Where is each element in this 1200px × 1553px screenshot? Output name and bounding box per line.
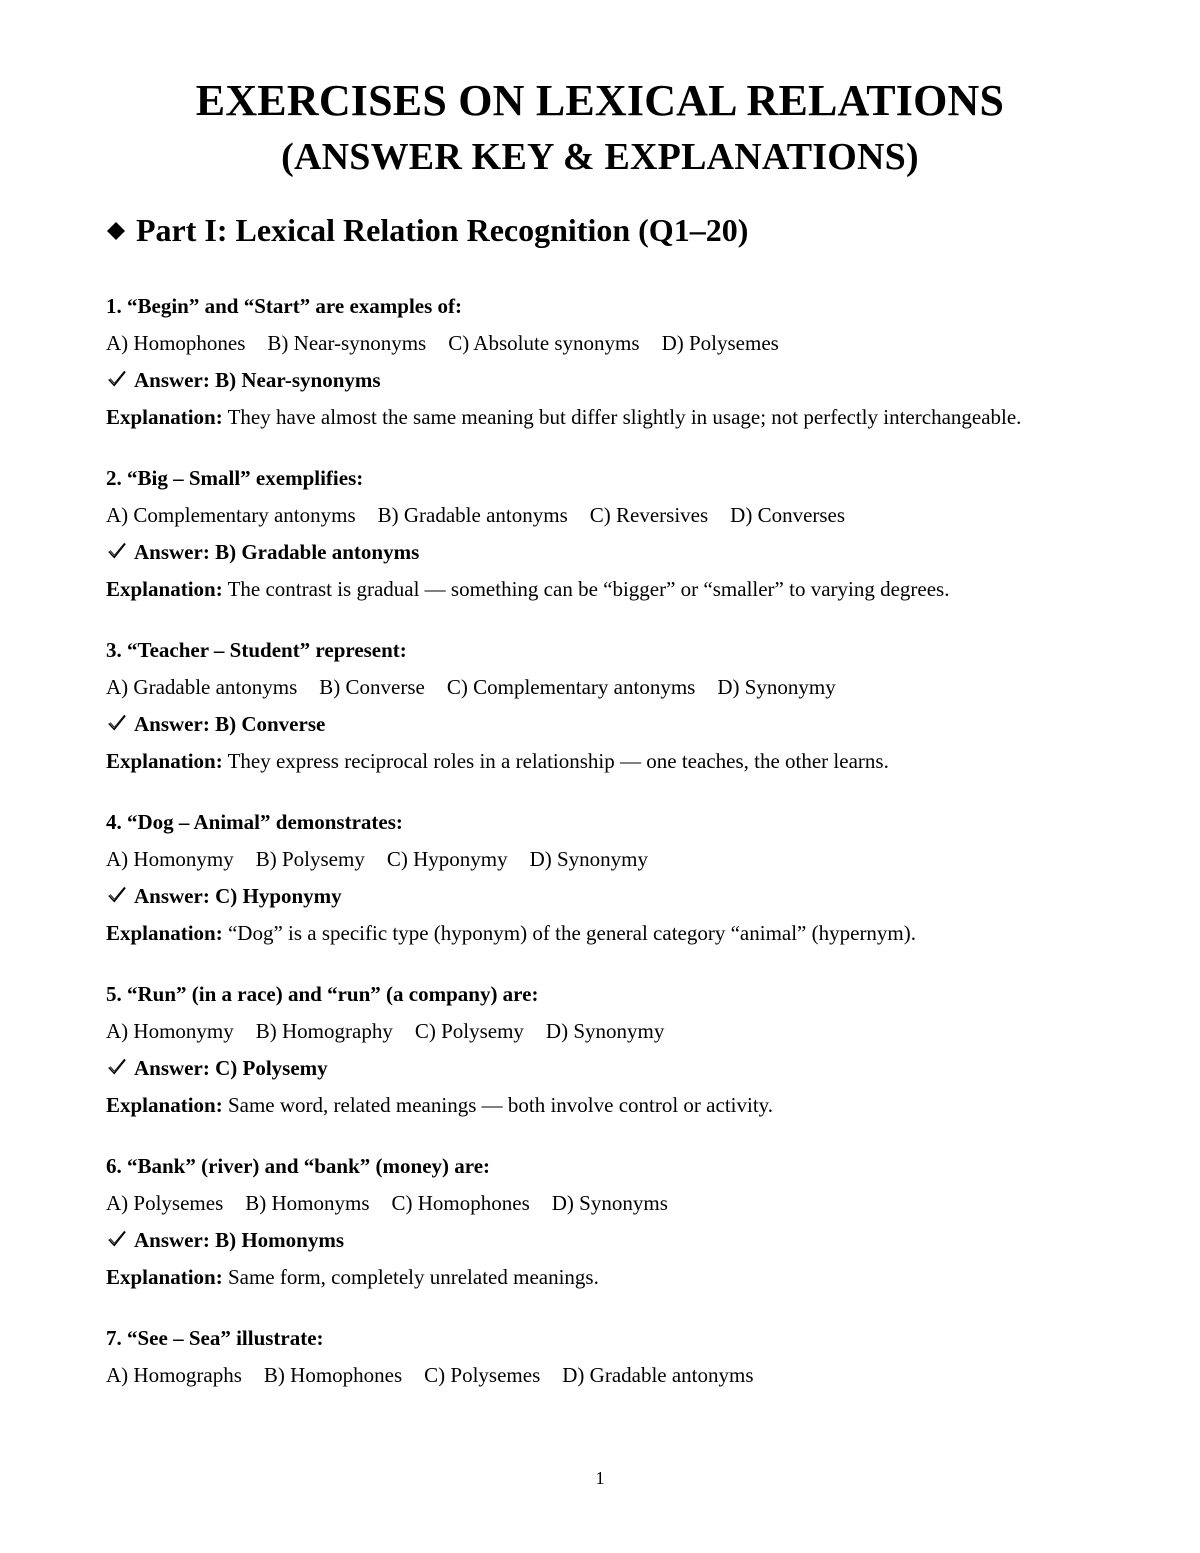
answer-value: C) Polysemy	[215, 1056, 328, 1080]
diamond-icon	[106, 221, 126, 241]
answer-line	[106, 706, 1066, 743]
answer-option: A) Homophones	[106, 331, 246, 355]
question-text: 5. “Run” (in a race) and “run” (a company) are:	[106, 982, 539, 1006]
question-text: 1. “Begin” and “Start” are examples of:	[106, 294, 463, 318]
answer-value: C) Hyponymy	[215, 884, 342, 908]
checkmark-icon	[106, 712, 128, 734]
answer-option: B) Converse	[319, 675, 425, 699]
checkmark-icon	[106, 1056, 128, 1078]
answer-option: D) Converses	[730, 503, 846, 527]
answer-option: D) Synonymy	[529, 847, 649, 871]
answer-option: C) Absolute synonyms	[448, 331, 640, 355]
document-subtitle: (ANSWER KEY & EXPLANATIONS)	[281, 136, 919, 178]
checkmark-icon	[106, 1228, 128, 1250]
question-item	[106, 804, 1066, 952]
answer-value: B) Converse	[215, 712, 326, 736]
explanation-label: Explanation:	[106, 749, 223, 773]
explanation	[106, 915, 1066, 952]
answer-option: D) Synonymy	[717, 675, 836, 699]
answer-option: A) Gradable antonyms	[106, 675, 298, 699]
answer-options	[106, 325, 1066, 362]
answer-option: D) Polysemes	[661, 331, 779, 355]
question-item	[106, 1320, 1066, 1394]
answer-option: A) Homonymy	[106, 1019, 234, 1043]
question-item	[106, 976, 1066, 1124]
answer-prefix: Answer:	[134, 368, 210, 392]
answer-option: A) Polysemes	[106, 1191, 224, 1215]
question-text: 6. “Bank” (river) and “bank” (money) are:	[106, 1154, 491, 1178]
question-item	[106, 288, 1066, 436]
part-heading	[106, 208, 748, 252]
answer-option: A) Homonymy	[106, 847, 234, 871]
answer-option: D) Gradable antonyms	[562, 1363, 754, 1387]
answer-option: C) Polysemes	[424, 1363, 541, 1387]
explanation-label: Explanation:	[106, 1265, 223, 1289]
answer-line	[106, 534, 1066, 571]
answer-value: B) Homonyms	[215, 1228, 345, 1252]
question-text: 2. “Big – Small” exemplifies:	[106, 466, 364, 490]
explanation-text: Same word, related meanings — both involve control or activity.	[227, 1093, 774, 1117]
question-item	[106, 460, 1066, 608]
checkmark-icon	[106, 540, 128, 562]
explanation	[106, 743, 1066, 780]
answer-prefix: Answer:	[134, 1056, 210, 1080]
answer-option: C) Hyponymy	[386, 847, 508, 871]
answer-option: C) Homophones	[391, 1191, 530, 1215]
answer-option: A) Complementary antonyms	[106, 503, 356, 527]
checkmark-icon	[106, 368, 128, 390]
answer-options	[106, 1357, 1066, 1394]
answer-option: D) Synonyms	[551, 1191, 668, 1215]
answer-option: C) Reversives	[589, 503, 709, 527]
answer-options	[106, 497, 1066, 534]
explanation	[106, 1087, 1066, 1124]
answer-prefix: Answer:	[134, 540, 210, 564]
answer-options	[106, 841, 1066, 878]
answer-prefix: Answer:	[134, 712, 210, 736]
explanation	[106, 399, 1066, 436]
explanation	[106, 571, 1066, 608]
checkmark-icon	[106, 884, 128, 906]
answer-option: B) Homophones	[263, 1363, 403, 1387]
answer-option: A) Homographs	[106, 1363, 242, 1387]
question-item	[106, 1148, 1066, 1296]
answer-line	[106, 1222, 1066, 1259]
question-text: 3. “Teacher – Student” represent:	[106, 638, 407, 662]
explanation-text: Same form, completely unrelated meanings.	[227, 1265, 599, 1289]
answer-option: B) Gradable antonyms	[377, 503, 568, 527]
answer-line	[106, 362, 1066, 399]
explanation-text: The contrast is gradual — something can be “bigger” or “smaller” to varying degrees.	[227, 577, 950, 601]
answer-value: B) Gradable antonyms	[215, 540, 420, 564]
page-number: 1	[595, 1468, 605, 1488]
explanation	[106, 1259, 1066, 1296]
question-list	[106, 288, 1066, 1418]
answer-option: B) Homography	[255, 1019, 393, 1043]
explanation-text: They have almost the same meaning but differ slightly in usage; not perfectly interchangeable.	[227, 405, 1022, 429]
answer-option: D) Synonymy	[545, 1019, 665, 1043]
answer-line	[106, 878, 1066, 915]
answer-options	[106, 669, 1066, 706]
answer-prefix: Answer:	[134, 1228, 210, 1252]
answer-option: C) Complementary antonyms	[446, 675, 696, 699]
answer-option: B) Homonyms	[245, 1191, 370, 1215]
question-text: 7. “See – Sea” illustrate:	[106, 1326, 324, 1350]
answer-prefix: Answer:	[134, 884, 210, 908]
explanation-label: Explanation:	[106, 405, 223, 429]
explanation-label: Explanation:	[106, 1093, 223, 1117]
answer-options	[106, 1013, 1066, 1050]
answer-value: B) Near-synonyms	[215, 368, 381, 392]
explanation-text: They express reciprocal roles in a relationship — one teaches, the other learns.	[227, 749, 889, 773]
explanation-text: “Dog” is a specific type (hyponym) of the general category “animal” (hypernym).	[227, 921, 917, 945]
answer-option: C) Polysemy	[414, 1019, 524, 1043]
answer-options	[106, 1185, 1066, 1222]
answer-option: B) Near-synonyms	[267, 331, 427, 355]
answer-line	[106, 1050, 1066, 1087]
question-text: 4. “Dog – Animal” demonstrates:	[106, 810, 403, 834]
explanation-label: Explanation:	[106, 921, 223, 945]
part-heading-text: Part I: Lexical Relation Recognition (Q1–20)	[136, 212, 749, 248]
answer-option: B) Polysemy	[255, 847, 365, 871]
explanation-label: Explanation:	[106, 577, 223, 601]
question-item	[106, 632, 1066, 780]
document-title: EXERCISES ON LEXICAL RELATIONS	[195, 76, 1005, 125]
